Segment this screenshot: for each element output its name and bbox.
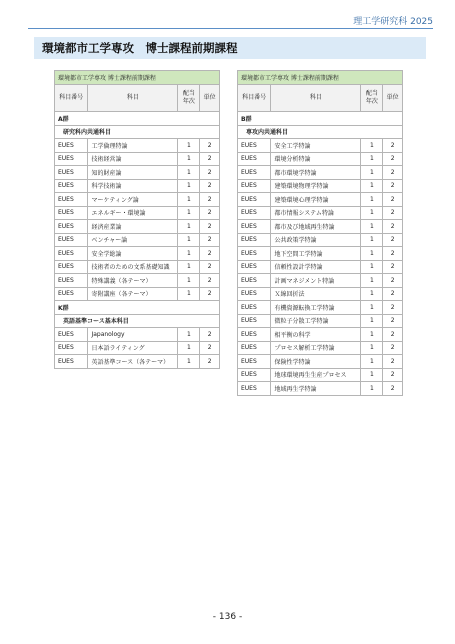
- subgroup-label: 専攻内共通科目: [238, 125, 403, 139]
- course-name: プロセス解析工学特論: [271, 341, 361, 355]
- header-divider: [28, 28, 433, 29]
- table-row: [238, 260, 403, 274]
- course-credit: 2: [383, 206, 403, 220]
- table-row: [238, 220, 403, 234]
- table-row: [238, 355, 403, 369]
- course-code: EUES: [238, 301, 271, 315]
- course-code: EUES: [55, 139, 88, 153]
- course-credit: 2: [383, 314, 403, 328]
- course-name: 英語基準コース（各テーマ）: [88, 355, 178, 369]
- course-credit: 2: [200, 341, 220, 355]
- course-credit: 2: [383, 220, 403, 234]
- course-credit: 2: [200, 220, 220, 234]
- course-credit: 2: [200, 166, 220, 180]
- course-code: EUES: [238, 314, 271, 328]
- course-code: EUES: [238, 139, 271, 153]
- table-row: [238, 233, 403, 247]
- course-name: 都市環境学特論: [271, 166, 361, 180]
- course-code: EUES: [55, 166, 88, 180]
- course-year: 1: [361, 220, 383, 234]
- course-code: EUES: [238, 287, 271, 301]
- course-name: 計画マネジメント特論: [271, 274, 361, 288]
- column-header-year: 配当 年次: [178, 85, 200, 112]
- course-year: 1: [178, 152, 200, 166]
- course-year: 1: [361, 233, 383, 247]
- course-year: 1: [178, 179, 200, 193]
- table-row: [238, 152, 403, 166]
- course-year: 1: [178, 193, 200, 207]
- group-label: B群: [238, 112, 403, 126]
- course-year: 1: [361, 179, 383, 193]
- course-year: 1: [178, 233, 200, 247]
- course-code: EUES: [55, 247, 88, 261]
- column-header-code: 科目番号: [55, 85, 88, 112]
- course-code: EUES: [238, 166, 271, 180]
- table-row: [238, 206, 403, 220]
- course-name: 技術者のための文系基礎知識: [88, 260, 178, 274]
- course-year: 1: [178, 355, 200, 369]
- course-name: Ｘ線回折法: [271, 287, 361, 301]
- course-year: 1: [361, 328, 383, 342]
- page-title: 環境都市工学専攻 博士課程前期課程: [34, 37, 426, 59]
- table-row: [238, 193, 403, 207]
- course-credit: 2: [383, 247, 403, 261]
- course-credit: 2: [383, 341, 403, 355]
- course-year: 1: [178, 247, 200, 261]
- course-name: 環境分析特論: [271, 152, 361, 166]
- course-year: 1: [361, 301, 383, 315]
- course-code: EUES: [238, 193, 271, 207]
- column-header-subject: 科目: [88, 85, 178, 112]
- right-course-table: [237, 70, 403, 396]
- table-row: [55, 179, 220, 193]
- course-name: ベンチャー論: [88, 233, 178, 247]
- course-code: EUES: [55, 274, 88, 288]
- course-name: マーケティング論: [88, 193, 178, 207]
- course-code: EUES: [55, 152, 88, 166]
- course-credit: 2: [200, 355, 220, 369]
- course-credit: 2: [383, 233, 403, 247]
- table-row: [238, 328, 403, 342]
- course-credit: 2: [383, 274, 403, 288]
- course-name: エネルギー・環境論: [88, 206, 178, 220]
- course-credit: 2: [200, 193, 220, 207]
- course-code: EUES: [238, 220, 271, 234]
- course-code: EUES: [238, 341, 271, 355]
- course-credit: 2: [200, 328, 220, 342]
- table-row: [238, 166, 403, 180]
- table-row: [55, 152, 220, 166]
- course-name: 地域再生学特論: [271, 382, 361, 396]
- course-code: EUES: [238, 247, 271, 261]
- course-name: 地球環境再生生産プロセス: [271, 368, 361, 382]
- course-name: 相平衡の科学: [271, 328, 361, 342]
- course-year: 1: [361, 166, 383, 180]
- table-row: [238, 382, 403, 396]
- course-code: EUES: [238, 179, 271, 193]
- table-caption: 環境都市工学専攻 博士課程前期課程: [238, 71, 403, 85]
- course-name: 安全学総論: [88, 247, 178, 261]
- course-year: 1: [178, 220, 200, 234]
- table-caption: 環境都市工学専攻 博士課程前期課程: [55, 71, 220, 85]
- course-credit: 2: [383, 139, 403, 153]
- table-row: [55, 233, 220, 247]
- course-year: 1: [361, 139, 383, 153]
- table-row: [238, 368, 403, 382]
- course-code: EUES: [55, 328, 88, 342]
- table-row: [238, 139, 403, 153]
- course-year: 1: [361, 206, 383, 220]
- course-name: 日本語ライティング: [88, 341, 178, 355]
- table-row: [238, 341, 403, 355]
- group-label: A群: [55, 112, 220, 126]
- course-credit: 2: [383, 368, 403, 382]
- course-credit: 2: [200, 139, 220, 153]
- course-name: Japanology: [88, 328, 178, 342]
- table-row: [55, 139, 220, 153]
- course-credit: 2: [200, 233, 220, 247]
- subgroup-label: 研究科内共通科目: [55, 125, 220, 139]
- header-title: 理工学研究科 2025: [353, 17, 433, 27]
- course-year: 1: [361, 368, 383, 382]
- course-credit: 2: [200, 247, 220, 261]
- course-name: 科学技術論: [88, 179, 178, 193]
- course-credit: 2: [383, 260, 403, 274]
- course-year: 1: [361, 193, 383, 207]
- table-row: [55, 274, 220, 288]
- course-code: EUES: [55, 287, 88, 301]
- course-name: 寄附講座（各テーマ）: [88, 287, 178, 301]
- course-year: 1: [178, 166, 200, 180]
- course-credit: 2: [200, 260, 220, 274]
- column-header-credit: 単位: [200, 85, 220, 112]
- table-row: [55, 287, 220, 301]
- course-code: EUES: [55, 193, 88, 207]
- course-credit: 2: [383, 355, 403, 369]
- course-code: EUES: [238, 152, 271, 166]
- course-name: 保険性学特論: [271, 355, 361, 369]
- course-code: EUES: [238, 355, 271, 369]
- table-row: [238, 314, 403, 328]
- course-credit: 2: [383, 287, 403, 301]
- column-header-credit: 単位: [383, 85, 403, 112]
- course-code: EUES: [55, 206, 88, 220]
- table-row: [55, 355, 220, 369]
- course-year: 1: [178, 274, 200, 288]
- course-year: 1: [361, 314, 383, 328]
- course-code: EUES: [55, 179, 88, 193]
- course-code: EUES: [55, 220, 88, 234]
- table-row: [55, 328, 220, 342]
- course-credit: 2: [383, 193, 403, 207]
- course-year: 1: [178, 328, 200, 342]
- table-row: [55, 247, 220, 261]
- table-row: [55, 260, 220, 274]
- column-header-year: 配当 年次: [361, 85, 383, 112]
- course-name: 安全工学特論: [271, 139, 361, 153]
- subgroup-label: 英語基準コース基本科目: [55, 314, 220, 328]
- course-code: EUES: [238, 260, 271, 274]
- group-label: K群: [55, 301, 220, 315]
- course-name: 信頼性設計学特論: [271, 260, 361, 274]
- course-name: 微粒子分散工学特論: [271, 314, 361, 328]
- course-code: EUES: [238, 368, 271, 382]
- course-credit: 2: [200, 206, 220, 220]
- table-row: [238, 274, 403, 288]
- page-number: - 136 -: [212, 612, 243, 622]
- course-code: EUES: [238, 206, 271, 220]
- course-credit: 2: [383, 152, 403, 166]
- course-year: 1: [361, 382, 383, 396]
- course-year: 1: [178, 206, 200, 220]
- course-name: 経済産業論: [88, 220, 178, 234]
- course-credit: 2: [200, 179, 220, 193]
- course-year: 1: [361, 355, 383, 369]
- course-credit: 2: [200, 274, 220, 288]
- course-credit: 2: [383, 166, 403, 180]
- course-name: 工学倫理特論: [88, 139, 178, 153]
- column-header-subject: 科目: [271, 85, 361, 112]
- course-year: 1: [361, 260, 383, 274]
- course-credit: 2: [383, 382, 403, 396]
- course-year: 1: [178, 260, 200, 274]
- course-year: 1: [361, 152, 383, 166]
- table-row: [55, 341, 220, 355]
- column-header-code: 科目番号: [238, 85, 271, 112]
- course-credit: 2: [200, 287, 220, 301]
- course-credit: 2: [383, 301, 403, 315]
- table-row: [55, 193, 220, 207]
- course-name: 都市及び地域再生特論: [271, 220, 361, 234]
- course-code: EUES: [55, 233, 88, 247]
- course-name: 建築環境心理学特論: [271, 193, 361, 207]
- course-code: EUES: [238, 328, 271, 342]
- course-year: 1: [178, 139, 200, 153]
- course-credit: 2: [383, 328, 403, 342]
- course-code: EUES: [238, 233, 271, 247]
- course-code: EUES: [55, 260, 88, 274]
- course-year: 1: [178, 287, 200, 301]
- table-row: [238, 301, 403, 315]
- course-name: 地下空間工学特論: [271, 247, 361, 261]
- course-code: EUES: [238, 274, 271, 288]
- course-year: 1: [361, 247, 383, 261]
- course-name: 知的財産論: [88, 166, 178, 180]
- course-code: EUES: [55, 341, 88, 355]
- course-year: 1: [361, 341, 383, 355]
- course-name: 公共政策学特論: [271, 233, 361, 247]
- course-year: 1: [361, 274, 383, 288]
- course-credit: 2: [200, 152, 220, 166]
- table-row: [55, 206, 220, 220]
- course-year: 1: [178, 341, 200, 355]
- course-name: 建築環境物理学特論: [271, 179, 361, 193]
- course-name: 都市情報システム特論: [271, 206, 361, 220]
- table-row: [55, 220, 220, 234]
- left-course-table: [54, 70, 220, 369]
- course-name: 有機資源転換工学特論: [271, 301, 361, 315]
- course-code: EUES: [238, 382, 271, 396]
- table-row: [238, 179, 403, 193]
- table-row: [55, 166, 220, 180]
- table-row: [238, 287, 403, 301]
- course-year: 1: [361, 287, 383, 301]
- course-name: 技術経営論: [88, 152, 178, 166]
- table-row: [238, 247, 403, 261]
- course-code: EUES: [55, 355, 88, 369]
- course-name: 特殊講義（各テーマ）: [88, 274, 178, 288]
- course-credit: 2: [383, 179, 403, 193]
